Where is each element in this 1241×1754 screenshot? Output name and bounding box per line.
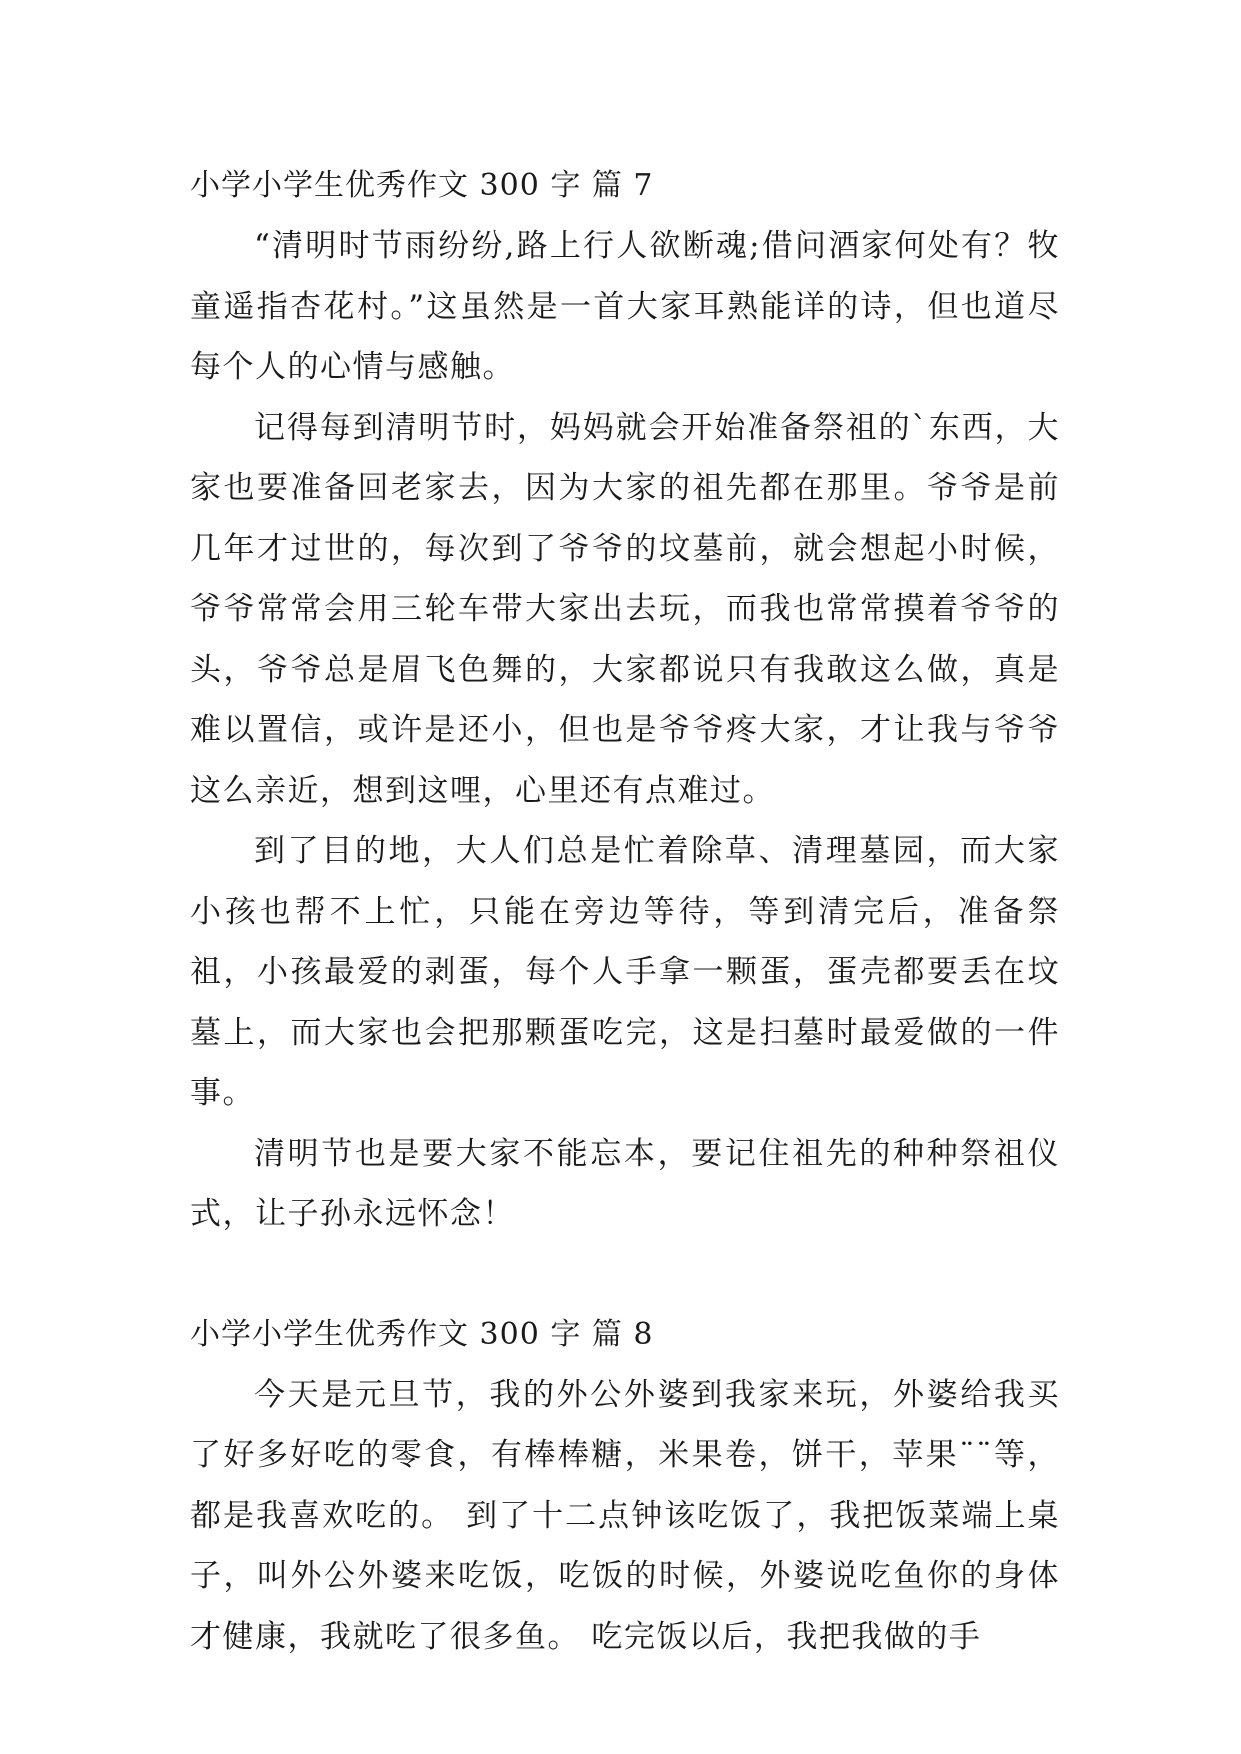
paragraph: 今天是元旦节，我的外公外婆到我家来玩，外婆给我买了好多好吃的零食，有棒棒糖，米果卷，饼干，苹果¨¨等，都是我喜欢吃的。 到了十二点钟该吃饭了，我把饭菜端上桌子，叫外公外婆来吃饭，吃饭的时候，外婆说吃鱼你的身体才健康，我就吃了很多鱼。 吃完饭以后，我把我做的手 [190, 1376, 1060, 1655]
section-spacer [190, 1245, 1060, 1305]
section-title-7: 小学小学生优秀作文 300 字 篇 7 [190, 168, 654, 203]
paragraph: 到了目的地，大人们总是忙着除草、清理墓园，而大家小孩也帮不上忙，只能在旁边等待，等到清完后，准备祭祖，小孩最爱的剥蛋，每个人手拿一颗蛋，蛋壳都要丢在坟墓上，而大家也会把那颗蛋吃完，这是扫墓时最爱做的一件事。 [190, 833, 1060, 1111]
document-body [190, 156, 1060, 1667]
paragraph: “清明时节雨纷纷,路上行人欲断魂;借问酒家何处有？牧童遥指杏花村。”这虽然是一首大家耳熟能详的诗，但也道尽每个人的心情与感触。 [190, 228, 1060, 385]
paragraph: 记得每到清明节时，妈妈就会开始准备祭祖的`东西，大家也要准备回老家去，因为大家的祖先都在那里。爷爷是前几年才过世的，每次到了爷爷的坟墓前，就会想起小时候，爷爷常常会用三轮车带大家出去玩，而我也常常摸着爷爷的头，爷爷总是眉飞色舞的，大家都说只有我敢这么做，真是难以置信，或许是还小，但也是爷爷疼大家，才让我与爷爷这么亲近，想到这哩，心里还有点难过。 [190, 409, 1060, 809]
paragraph: 清明节也是要大家不能忘本，要记住祖先的种种祭祖仪式，让子孙永远怀念！ [190, 1135, 1060, 1232]
section-title-8: 小学小学生优秀作文 300 字 篇 8 [190, 1316, 654, 1352]
